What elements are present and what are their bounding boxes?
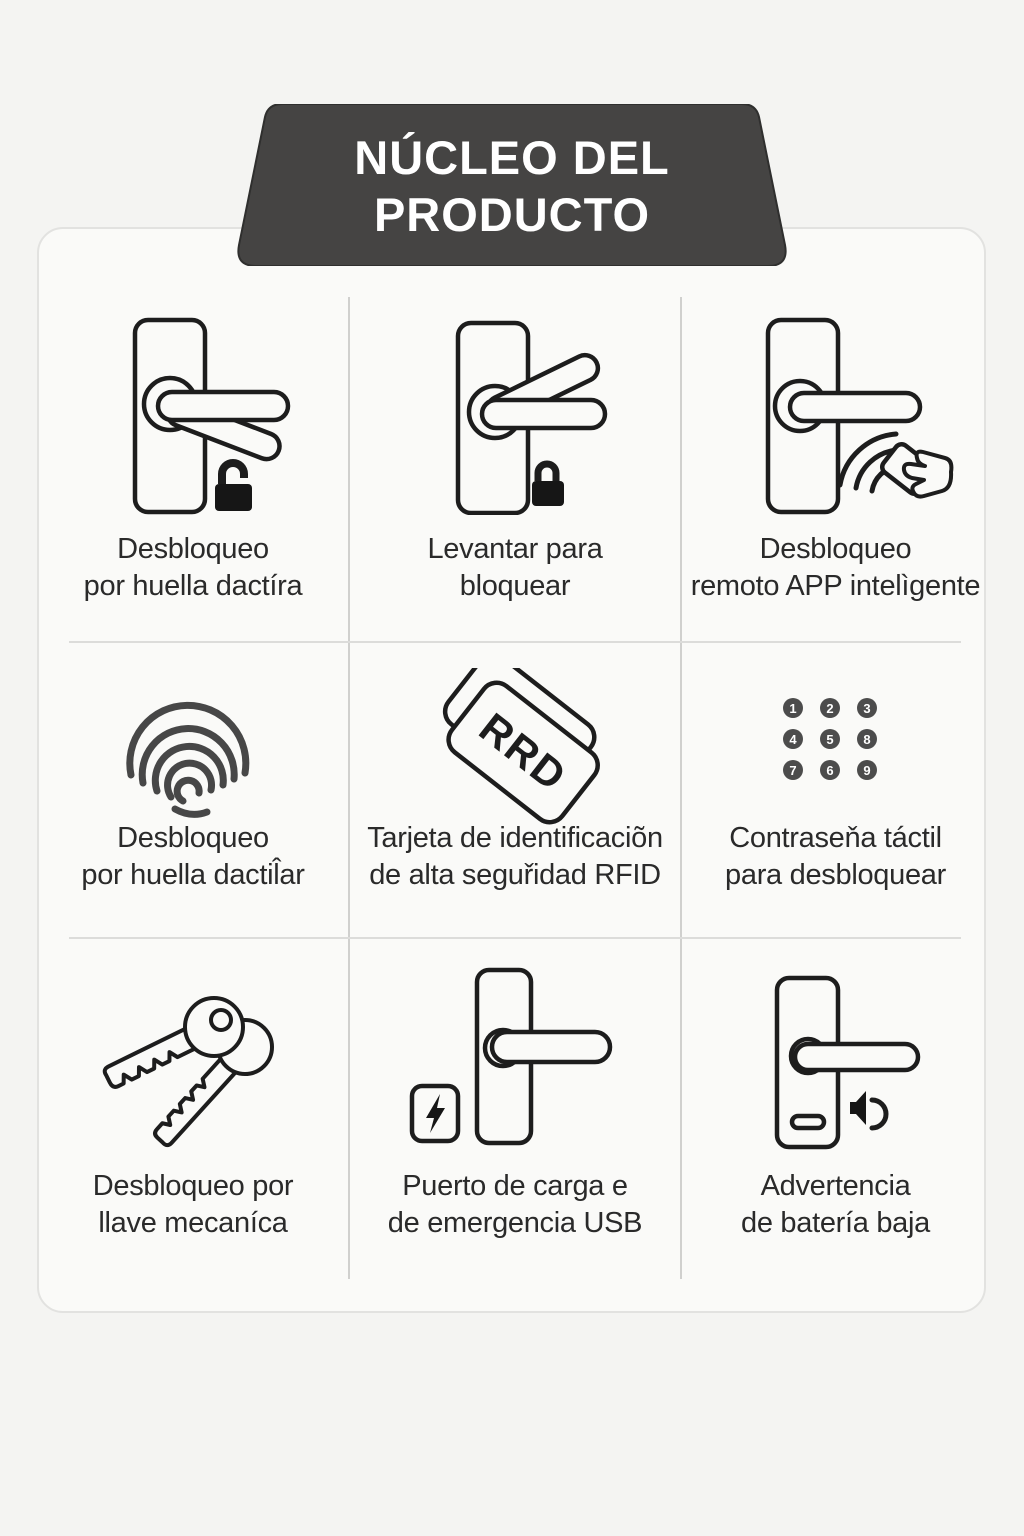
mechanical-keys-icon [85,975,305,1160]
caption-line: Contraseňa táctil [729,822,942,854]
caption-remote-app-unlock [681,531,990,605]
rfid-card-icon [428,668,608,838]
keypad-digit: 2 [826,700,834,716]
caption-line: Advertencia [760,1170,911,1202]
keypad-digit: 6 [826,762,834,778]
usb-charge-icon [395,960,625,1155]
page-title-line1: NÚCLEO DEL [354,131,670,184]
keypad-icon [783,698,877,780]
caption-lift-to-lock [349,531,681,605]
keypad-digit: 1 [789,700,797,716]
caption-line: de batería baja [741,1207,930,1239]
caption-line: llave mecaníca [98,1207,288,1239]
keypad-button [783,698,803,718]
caption-line: por huella dactíra [83,570,303,602]
page-title-line2: PRODUCTO [373,188,651,241]
grid-divider-horizontal-2 [69,937,961,939]
keypad-button [783,760,803,780]
caption-line: Desbloqueo por [92,1170,294,1202]
low-battery-warning-icon [760,960,940,1155]
caption-line: remoto APP intelìgente [690,570,981,602]
keypad-digit: 3 [863,700,871,716]
caption-line: de emergencia USB [387,1207,643,1239]
keypad-digit: 7 [789,762,797,778]
caption-line: para desbloquear [725,859,946,891]
caption-line: de alta seguřidad RFID [369,859,661,891]
caption-mechanical-key-unlock [37,1168,349,1242]
caption-line: Tarjeta de identificaciõn [367,822,663,854]
page-title [235,104,789,266]
caption-line: Desbloqueo [117,533,269,565]
keypad-digit: 5 [826,731,834,747]
caption-fingerprint-handle-unlock [37,531,349,605]
caption-line: Desbloqueo [117,822,269,854]
keypad-button [857,760,877,780]
title-banner [235,104,789,266]
keypad-button [857,698,877,718]
caption-low-battery-warning [681,1168,990,1242]
keypad-button [820,729,840,749]
keypad-button [820,698,840,718]
caption-line: bloquear [459,570,571,602]
keypad-button [820,760,840,780]
caption-line: Puerto de carga e [402,1170,628,1202]
grid-divider-vertical-2 [680,297,682,1279]
caption-line: Desbloqueo [759,533,912,565]
grid-divider-horizontal-1 [69,641,961,643]
fingerprint-icon [113,675,263,825]
keypad-digit: 9 [863,762,871,778]
lift-handle-locked-icon [448,315,628,515]
keypad-digit: 4 [789,731,797,747]
caption-rfid-card [349,820,681,894]
rfid-card-label: RRD [470,703,577,801]
keypad-button [857,729,877,749]
caption-line: Levantar para [427,533,603,565]
remote-app-unlock-icon [755,312,955,522]
door-handle-unlocked-icon [118,312,298,517]
keypad-button [783,729,803,749]
caption-fingerprint-unlock [37,820,349,894]
caption-usb-emergency-charge [349,1168,681,1242]
caption-line: por huella dactil̂ar [81,859,305,891]
grid-divider-vertical-1 [348,297,350,1279]
keypad-digit: 8 [863,731,871,747]
caption-touch-password [681,820,990,894]
